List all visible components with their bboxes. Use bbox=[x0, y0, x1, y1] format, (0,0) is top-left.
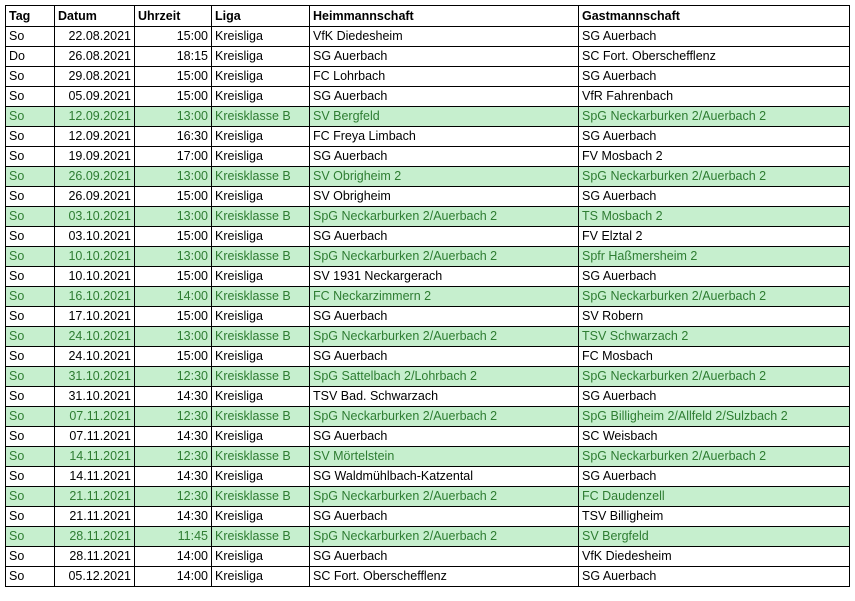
cell-liga[interactable]: Kreisklasse B bbox=[212, 247, 310, 267]
cell-tag[interactable]: So bbox=[6, 227, 55, 247]
cell-datum[interactable]: 17.10.2021 bbox=[55, 307, 135, 327]
cell-uhrzeit[interactable]: 12:30 bbox=[135, 367, 212, 387]
cell-uhrzeit[interactable]: 17:00 bbox=[135, 147, 212, 167]
cell-uhrzeit[interactable]: 14:30 bbox=[135, 467, 212, 487]
table-row bbox=[6, 187, 850, 207]
header-datum[interactable]: Datum bbox=[55, 6, 135, 27]
table-row bbox=[6, 367, 850, 387]
cell-uhrzeit[interactable]: 11:45 bbox=[135, 527, 212, 547]
cell-heimmannschaft[interactable]: SV Obrigheim bbox=[310, 187, 579, 207]
cell-datum[interactable]: 28.11.2021 bbox=[55, 547, 135, 567]
cell-datum[interactable]: 14.11.2021 bbox=[55, 467, 135, 487]
cell-liga[interactable]: Kreisklasse B bbox=[212, 447, 310, 467]
cell-uhrzeit[interactable]: 15:00 bbox=[135, 307, 212, 327]
table-row bbox=[6, 387, 850, 407]
cell-heimmannschaft[interactable]: SG Auerbach bbox=[310, 347, 579, 367]
cell-uhrzeit[interactable]: 14:00 bbox=[135, 547, 212, 567]
cell-gastmannschaft[interactable]: VfK Diedesheim bbox=[579, 547, 850, 567]
cell-heimmannschaft[interactable]: SpG Neckarburken 2/Auerbach 2 bbox=[310, 247, 579, 267]
cell-liga[interactable]: Kreisklasse B bbox=[212, 367, 310, 387]
cell-gastmannschaft[interactable]: SG Auerbach bbox=[579, 27, 850, 47]
cell-tag[interactable]: So bbox=[6, 407, 55, 427]
cell-tag[interactable]: So bbox=[6, 127, 55, 147]
cell-liga[interactable]: Kreisliga bbox=[212, 567, 310, 587]
cell-tag[interactable]: So bbox=[6, 27, 55, 47]
cell-liga[interactable]: Kreisliga bbox=[212, 387, 310, 407]
cell-uhrzeit[interactable]: 12:30 bbox=[135, 407, 212, 427]
cell-tag[interactable]: So bbox=[6, 207, 55, 227]
cell-heimmannschaft[interactable]: SV 1931 Neckargerach bbox=[310, 267, 579, 287]
cell-datum[interactable]: 03.10.2021 bbox=[55, 227, 135, 247]
cell-uhrzeit[interactable]: 15:00 bbox=[135, 67, 212, 87]
cell-liga[interactable]: Kreisliga bbox=[212, 507, 310, 527]
cell-liga[interactable]: Kreisklasse B bbox=[212, 167, 310, 187]
cell-liga[interactable]: Kreisliga bbox=[212, 67, 310, 87]
cell-gastmannschaft[interactable]: TS Mosbach 2 bbox=[579, 207, 850, 227]
cell-uhrzeit[interactable]: 15:00 bbox=[135, 87, 212, 107]
cell-gastmannschaft[interactable]: FV Mosbach 2 bbox=[579, 147, 850, 167]
cell-gastmannschaft[interactable]: SpG Neckarburken 2/Auerbach 2 bbox=[579, 287, 850, 307]
cell-heimmannschaft[interactable]: SG Auerbach bbox=[310, 507, 579, 527]
table-row bbox=[6, 407, 850, 427]
cell-gastmannschaft[interactable]: Spfr Haßmersheim 2 bbox=[579, 247, 850, 267]
table-row bbox=[6, 147, 850, 167]
cell-gastmannschaft[interactable]: TSV Billigheim bbox=[579, 507, 850, 527]
spreadsheet bbox=[5, 5, 850, 587]
cell-heimmannschaft[interactable]: SV Bergfeld bbox=[310, 107, 579, 127]
header-tag[interactable]: Tag bbox=[6, 6, 55, 27]
cell-tag[interactable]: So bbox=[6, 427, 55, 447]
table-row bbox=[6, 307, 850, 327]
cell-gastmannschaft[interactable]: SG Auerbach bbox=[579, 467, 850, 487]
cell-heimmannschaft[interactable]: VfK Diedesheim bbox=[310, 27, 579, 47]
cell-tag[interactable]: So bbox=[6, 447, 55, 467]
header-gastmannschaft[interactable]: Gastmannschaft bbox=[579, 6, 850, 27]
cell-uhrzeit[interactable]: 14:00 bbox=[135, 287, 212, 307]
cell-gastmannschaft[interactable]: SG Auerbach bbox=[579, 567, 850, 587]
cell-tag[interactable]: So bbox=[6, 147, 55, 167]
table-row bbox=[6, 427, 850, 447]
table-body bbox=[6, 27, 850, 587]
cell-heimmannschaft[interactable]: SpG Neckarburken 2/Auerbach 2 bbox=[310, 327, 579, 347]
cell-liga[interactable]: Kreisliga bbox=[212, 27, 310, 47]
table-row bbox=[6, 467, 850, 487]
cell-heimmannschaft[interactable]: SV Obrigheim 2 bbox=[310, 167, 579, 187]
cell-datum[interactable]: 26.09.2021 bbox=[55, 167, 135, 187]
cell-tag[interactable]: So bbox=[6, 67, 55, 87]
table-row bbox=[6, 547, 850, 567]
cell-heimmannschaft[interactable]: SV Mörtelstein bbox=[310, 447, 579, 467]
table-row bbox=[6, 127, 850, 147]
cell-datum[interactable]: 05.09.2021 bbox=[55, 87, 135, 107]
cell-tag[interactable]: So bbox=[6, 247, 55, 267]
table-row bbox=[6, 227, 850, 247]
cell-uhrzeit[interactable]: 15:00 bbox=[135, 187, 212, 207]
cell-gastmannschaft[interactable]: VfR Fahrenbach bbox=[579, 87, 850, 107]
cell-liga[interactable]: Kreisklasse B bbox=[212, 407, 310, 427]
cell-liga[interactable]: Kreisklasse B bbox=[212, 487, 310, 507]
table-row bbox=[6, 207, 850, 227]
cell-datum[interactable]: 24.10.2021 bbox=[55, 327, 135, 347]
cell-datum[interactable]: 29.08.2021 bbox=[55, 67, 135, 87]
table-row bbox=[6, 487, 850, 507]
cell-gastmannschaft[interactable]: SG Auerbach bbox=[579, 187, 850, 207]
cell-tag[interactable]: So bbox=[6, 507, 55, 527]
cell-heimmannschaft[interactable]: FC Lohrbach bbox=[310, 67, 579, 87]
cell-gastmannschaft[interactable]: SpG Neckarburken 2/Auerbach 2 bbox=[579, 167, 850, 187]
table-row bbox=[6, 167, 850, 187]
cell-gastmannschaft[interactable]: FC Mosbach bbox=[579, 347, 850, 367]
cell-datum[interactable]: 14.11.2021 bbox=[55, 447, 135, 467]
cell-datum[interactable]: 07.11.2021 bbox=[55, 427, 135, 447]
header-liga[interactable]: Liga bbox=[212, 6, 310, 27]
cell-datum[interactable]: 31.10.2021 bbox=[55, 387, 135, 407]
cell-heimmannschaft[interactable]: FC Freya Limbach bbox=[310, 127, 579, 147]
table-row bbox=[6, 507, 850, 527]
cell-gastmannschaft[interactable]: SG Auerbach bbox=[579, 127, 850, 147]
cell-tag[interactable]: So bbox=[6, 487, 55, 507]
cell-heimmannschaft[interactable]: SG Auerbach bbox=[310, 47, 579, 67]
table-row bbox=[6, 67, 850, 87]
cell-heimmannschaft[interactable]: SpG Neckarburken 2/Auerbach 2 bbox=[310, 207, 579, 227]
cell-datum[interactable]: 26.08.2021 bbox=[55, 47, 135, 67]
cell-liga[interactable]: Kreisklasse B bbox=[212, 527, 310, 547]
cell-datum[interactable]: 24.10.2021 bbox=[55, 347, 135, 367]
cell-datum[interactable]: 10.10.2021 bbox=[55, 247, 135, 267]
table-row bbox=[6, 247, 850, 267]
cell-uhrzeit[interactable]: 13:00 bbox=[135, 107, 212, 127]
cell-tag[interactable]: So bbox=[6, 87, 55, 107]
cell-tag[interactable]: So bbox=[6, 567, 55, 587]
cell-gastmannschaft[interactable]: SV Bergfeld bbox=[579, 527, 850, 547]
cell-datum[interactable]: 07.11.2021 bbox=[55, 407, 135, 427]
cell-datum[interactable]: 21.11.2021 bbox=[55, 487, 135, 507]
cell-gastmannschaft[interactable]: SG Auerbach bbox=[579, 67, 850, 87]
cell-uhrzeit[interactable]: 12:30 bbox=[135, 487, 212, 507]
cell-uhrzeit[interactable]: 14:00 bbox=[135, 567, 212, 587]
cell-datum[interactable]: 05.12.2021 bbox=[55, 567, 135, 587]
cell-datum[interactable]: 12.09.2021 bbox=[55, 107, 135, 127]
cell-heimmannschaft[interactable]: SG Auerbach bbox=[310, 147, 579, 167]
cell-liga[interactable]: Kreisliga bbox=[212, 347, 310, 367]
cell-tag[interactable]: So bbox=[6, 167, 55, 187]
cell-liga[interactable]: Kreisliga bbox=[212, 127, 310, 147]
cell-tag[interactable]: So bbox=[6, 527, 55, 547]
cell-heimmannschaft[interactable]: SC Fort. Oberschefflenz bbox=[310, 567, 579, 587]
table-row bbox=[6, 347, 850, 367]
cell-heimmannschaft[interactable]: FC Neckarzimmern 2 bbox=[310, 287, 579, 307]
cell-datum[interactable]: 19.09.2021 bbox=[55, 147, 135, 167]
cell-liga[interactable]: Kreisklasse B bbox=[212, 327, 310, 347]
cell-uhrzeit[interactable]: 15:00 bbox=[135, 227, 212, 247]
cell-gastmannschaft[interactable]: SpG Neckarburken 2/Auerbach 2 bbox=[579, 107, 850, 127]
cell-datum[interactable]: 12.09.2021 bbox=[55, 127, 135, 147]
cell-gastmannschaft[interactable]: SpG Neckarburken 2/Auerbach 2 bbox=[579, 367, 850, 387]
table-row bbox=[6, 267, 850, 287]
cell-liga[interactable]: Kreisliga bbox=[212, 427, 310, 447]
cell-gastmannschaft[interactable]: SG Auerbach bbox=[579, 387, 850, 407]
cell-uhrzeit[interactable]: 12:30 bbox=[135, 447, 212, 467]
cell-uhrzeit[interactable]: 18:15 bbox=[135, 47, 212, 67]
cell-heimmannschaft[interactable]: SG Waldmühlbach-Katzental bbox=[310, 467, 579, 487]
cell-tag[interactable]: So bbox=[6, 307, 55, 327]
cell-gastmannschaft[interactable]: SpG Billigheim 2/Allfeld 2/Sulzbach 2 bbox=[579, 407, 850, 427]
cell-datum[interactable]: 28.11.2021 bbox=[55, 527, 135, 547]
cell-uhrzeit[interactable]: 13:00 bbox=[135, 247, 212, 267]
cell-gastmannschaft[interactable]: TSV Schwarzach 2 bbox=[579, 327, 850, 347]
table-row bbox=[6, 527, 850, 547]
table-row bbox=[6, 567, 850, 587]
cell-datum[interactable]: 22.08.2021 bbox=[55, 27, 135, 47]
cell-liga[interactable]: Kreisklasse B bbox=[212, 207, 310, 227]
cell-gastmannschaft[interactable]: SC Weisbach bbox=[579, 427, 850, 447]
cell-tag[interactable]: So bbox=[6, 547, 55, 567]
cell-liga[interactable]: Kreisklasse B bbox=[212, 107, 310, 127]
cell-heimmannschaft[interactable]: SG Auerbach bbox=[310, 87, 579, 107]
table-row bbox=[6, 447, 850, 467]
cell-uhrzeit[interactable]: 15:00 bbox=[135, 347, 212, 367]
table-row bbox=[6, 47, 850, 67]
cell-liga[interactable]: Kreisliga bbox=[212, 307, 310, 327]
cell-heimmannschaft[interactable]: TSV Bad. Schwarzach bbox=[310, 387, 579, 407]
cell-tag[interactable]: So bbox=[6, 187, 55, 207]
cell-liga[interactable]: Kreisliga bbox=[212, 187, 310, 207]
cell-datum[interactable]: 31.10.2021 bbox=[55, 367, 135, 387]
cell-heimmannschaft[interactable]: SpG Neckarburken 2/Auerbach 2 bbox=[310, 527, 579, 547]
cell-gastmannschaft[interactable]: SC Fort. Oberschefflenz bbox=[579, 47, 850, 67]
cell-heimmannschaft[interactable]: SG Auerbach bbox=[310, 227, 579, 247]
cell-liga[interactable]: Kreisliga bbox=[212, 87, 310, 107]
cell-liga[interactable]: Kreisklasse B bbox=[212, 287, 310, 307]
cell-liga[interactable]: Kreisliga bbox=[212, 227, 310, 247]
cell-uhrzeit[interactable]: 14:30 bbox=[135, 507, 212, 527]
cell-tag[interactable]: So bbox=[6, 327, 55, 347]
cell-heimmannschaft[interactable]: SpG Neckarburken 2/Auerbach 2 bbox=[310, 487, 579, 507]
header-heimmannschaft[interactable]: Heimmannschaft bbox=[310, 6, 579, 27]
table-row bbox=[6, 327, 850, 347]
cell-gastmannschaft[interactable]: SG Auerbach bbox=[579, 267, 850, 287]
cell-datum[interactable]: 26.09.2021 bbox=[55, 187, 135, 207]
cell-uhrzeit[interactable]: 15:00 bbox=[135, 267, 212, 287]
table-row bbox=[6, 107, 850, 127]
cell-uhrzeit[interactable]: 14:30 bbox=[135, 427, 212, 447]
cell-tag[interactable]: So bbox=[6, 367, 55, 387]
cell-uhrzeit[interactable]: 13:00 bbox=[135, 207, 212, 227]
cell-tag[interactable]: So bbox=[6, 267, 55, 287]
cell-datum[interactable]: 16.10.2021 bbox=[55, 287, 135, 307]
cell-gastmannschaft[interactable]: SV Robern bbox=[579, 307, 850, 327]
cell-datum[interactable]: 21.11.2021 bbox=[55, 507, 135, 527]
cell-heimmannschaft[interactable]: SG Auerbach bbox=[310, 427, 579, 447]
cell-datum[interactable]: 03.10.2021 bbox=[55, 207, 135, 227]
table-row bbox=[6, 27, 850, 47]
cell-tag[interactable]: So bbox=[6, 387, 55, 407]
cell-uhrzeit[interactable]: 16:30 bbox=[135, 127, 212, 147]
cell-liga[interactable]: Kreisliga bbox=[212, 547, 310, 567]
cell-liga[interactable]: Kreisliga bbox=[212, 467, 310, 487]
cell-tag[interactable]: Do bbox=[6, 47, 55, 67]
cell-gastmannschaft[interactable]: SpG Neckarburken 2/Auerbach 2 bbox=[579, 447, 850, 467]
cell-datum[interactable]: 10.10.2021 bbox=[55, 267, 135, 287]
cell-uhrzeit[interactable]: 13:00 bbox=[135, 167, 212, 187]
cell-heimmannschaft[interactable]: SG Auerbach bbox=[310, 547, 579, 567]
cell-gastmannschaft[interactable]: FV Elztal 2 bbox=[579, 227, 850, 247]
table-row bbox=[6, 287, 850, 307]
cell-liga[interactable]: Kreisliga bbox=[212, 267, 310, 287]
cell-uhrzeit[interactable]: 13:00 bbox=[135, 327, 212, 347]
schedule-table bbox=[5, 5, 850, 587]
cell-heimmannschaft[interactable]: SpG Neckarburken 2/Auerbach 2 bbox=[310, 407, 579, 427]
cell-uhrzeit[interactable]: 15:00 bbox=[135, 27, 212, 47]
cell-liga[interactable]: Kreisliga bbox=[212, 47, 310, 67]
cell-liga[interactable]: Kreisliga bbox=[212, 147, 310, 167]
cell-tag[interactable]: So bbox=[6, 467, 55, 487]
cell-heimmannschaft[interactable]: SG Auerbach bbox=[310, 307, 579, 327]
header-row bbox=[6, 6, 850, 27]
cell-heimmannschaft[interactable]: SpG Sattelbach 2/Lohrbach 2 bbox=[310, 367, 579, 387]
cell-tag[interactable]: So bbox=[6, 107, 55, 127]
cell-uhrzeit[interactable]: 14:30 bbox=[135, 387, 212, 407]
cell-gastmannschaft[interactable]: FC Daudenzell bbox=[579, 487, 850, 507]
header-uhrzeit[interactable]: Uhrzeit bbox=[135, 6, 212, 27]
table-row bbox=[6, 87, 850, 107]
cell-tag[interactable]: So bbox=[6, 287, 55, 307]
cell-tag[interactable]: So bbox=[6, 347, 55, 367]
